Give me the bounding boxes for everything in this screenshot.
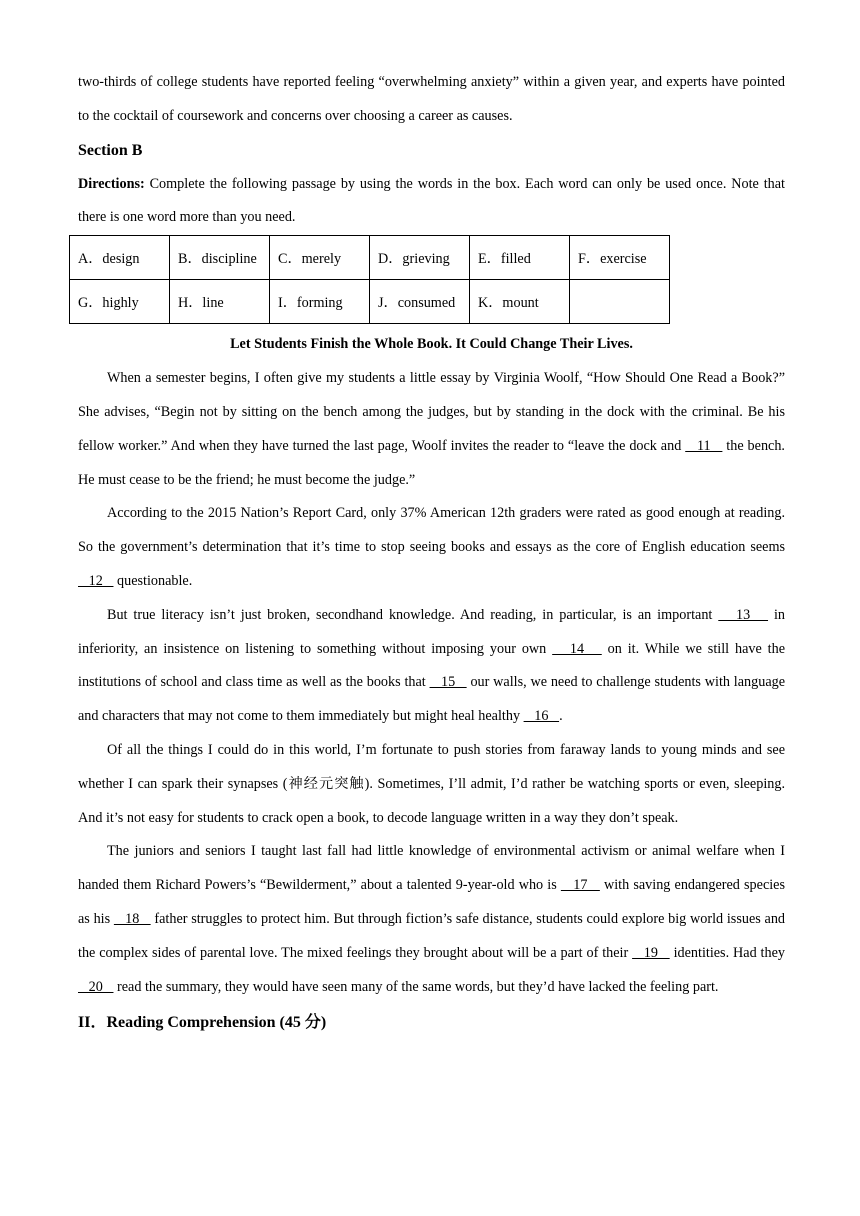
word-option: A．design xyxy=(70,236,170,280)
passage-paragraph xyxy=(78,497,785,598)
word-option: G．highly xyxy=(70,280,170,324)
word-option: C．merely xyxy=(270,236,370,280)
passage-text: Of all the things I could do in this world, I’m fortunate to push stories from faraway lands to young minds and see whether I can spark their synapses (神经元突触). Sometimes, I’ll admit, I’d rather be watching sports or even, sleeping. And it’s not easy for students to crack open a book, to decode language written in a way they don’t speak. xyxy=(78,741,785,826)
passage-text: identities. Had they xyxy=(669,944,785,961)
passage-text: with saving endangered species as his xyxy=(78,877,786,927)
answer-blank[interactable]: 13 xyxy=(718,606,769,623)
document-page xyxy=(78,66,785,1040)
passage-text: According to the 2015 Nation’s Report Card, only 37% American 12th graders were rated as good enough at reading. So the government’s determination that it’s time to stop seeing books and essays as the core of English education seems xyxy=(78,505,785,556)
answer-blank[interactable]: 12 xyxy=(78,572,114,589)
passage-paragraph xyxy=(78,599,785,734)
word-option: K．mount xyxy=(470,280,570,324)
directions xyxy=(78,168,785,236)
passage-text: the bench. He must cease to be the friend; he must become the judge.” xyxy=(78,437,785,488)
answer-blank[interactable]: 16 xyxy=(523,708,560,725)
word-option-empty xyxy=(570,280,670,324)
answer-blank[interactable]: 18 xyxy=(113,910,151,927)
passage-text: The juniors and seniors I taught last fall had little knowledge of environmental activism or animal welfare when I handed them Richard Powers’s “Bewilderment,” about a talented 9-year-old who is xyxy=(78,843,785,894)
word-option: I．forming xyxy=(270,280,370,324)
passage-text: on it. While we still have the institutions of school and class time as well as the books that xyxy=(78,640,786,691)
passage-text: questionable. xyxy=(113,572,193,589)
part-two-heading: II．Reading Comprehension (45 分) xyxy=(78,1014,327,1032)
passage-paragraph xyxy=(78,835,785,1004)
passage-text: read the summary, they would have seen many of the same words, but they’d have lacked the feeling part. xyxy=(113,978,719,995)
passage-text: . xyxy=(559,708,563,725)
passage-paragraph xyxy=(78,734,785,835)
answer-blank[interactable]: 17 xyxy=(560,877,600,894)
word-option: D．grieving xyxy=(370,236,470,280)
word-option: E．filled xyxy=(470,236,570,280)
section-b-heading: Section B xyxy=(78,141,143,159)
passage xyxy=(78,362,785,1004)
directions-text: Complete the following passage by using the words in the box. Each word can only be used once. Note that there is one word more than you need. xyxy=(78,175,785,226)
answer-blank[interactable]: 14 xyxy=(552,640,602,657)
passage-title: Let Students Finish the Whole Book. It Could Change Their Lives. xyxy=(230,336,633,353)
word-option: H．line xyxy=(170,280,270,324)
passage-text: our walls, we need to challenge students with language and characters that may not come to them immediately but might heal healthy xyxy=(78,674,786,725)
passage-text: father struggles to protect him. But through fiction’s safe distance, students could explore big world issues and the complex sides of parental love. The mixed feelings they brought about will be a part of their xyxy=(78,910,786,961)
passage-text: in inferiority, an insistence on listening to something without imposing your own xyxy=(78,606,785,657)
word-box-row xyxy=(70,280,670,324)
answer-blank[interactable]: 15 xyxy=(429,674,467,691)
word-option: F．exercise xyxy=(570,236,670,280)
passage-paragraph xyxy=(78,362,785,497)
answer-blank[interactable]: 11 xyxy=(685,437,723,454)
answer-blank[interactable]: 19 xyxy=(632,944,670,961)
directions-label: Directions: xyxy=(78,175,145,192)
intro-paragraph: two-thirds of college students have reported feeling “overwhelming anxiety” within a given year, and experts have pointed to the cocktail of coursework and concerns over choosing a career as causes. xyxy=(78,74,785,124)
word-option: B．discipline xyxy=(170,236,270,280)
passage-text: When a semester begins, I often give my students a little essay by Virginia Woolf, “How Should One Read a Book?” She advises, “Begin not by sitting on the bench among the judges, but by standing in the dock with the criminal. Be his fellow worker.” And when they have turned the last page, Woolf invites the reader to “leave the dock and xyxy=(78,370,785,454)
answer-blank[interactable]: 20 xyxy=(78,978,114,995)
word-box xyxy=(69,235,670,324)
passage-text: But true literacy isn’t just broken, secondhand knowledge. And reading, in particular, is an important xyxy=(107,606,719,623)
word-box-row xyxy=(70,236,670,280)
word-option: J．consumed xyxy=(370,280,470,324)
